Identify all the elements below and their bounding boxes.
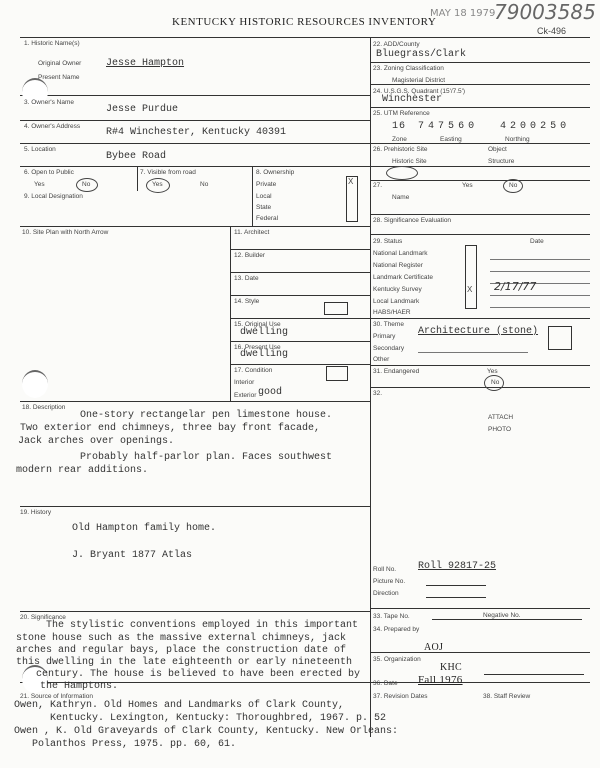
picture-no-label: Picture No.: [373, 578, 406, 585]
source-line: Kentucky. Lexington, Kentucky: Thoroughbred, 1967. p. 52: [50, 713, 387, 724]
northing-label: Northing: [505, 136, 530, 143]
utm-northing: 4200250: [500, 121, 571, 132]
field-27-label: 27.: [373, 182, 383, 189]
ownership-state: State: [256, 204, 272, 211]
staff-review-label: 38. Staff Review: [483, 693, 531, 700]
ownership-label: 8. Ownership: [256, 169, 295, 176]
status-kentucky-survey: Kentucky Survey: [373, 286, 422, 293]
description-line: modern rear additions.: [16, 465, 149, 476]
open-no: No: [82, 181, 91, 188]
ownership-federal: Federal: [256, 215, 279, 222]
add-county-label: 22. ADD/County: [373, 41, 420, 48]
owner-name-label: 3. Owner's Name: [24, 99, 75, 106]
field-32-label: 32.: [373, 390, 383, 397]
theme-label: 30. Theme: [373, 321, 404, 328]
original-use-value: dwelling: [240, 327, 289, 338]
circle-mark: [484, 375, 504, 391]
present-use-label: 16. Present Use: [234, 344, 281, 351]
owner-address-label: 4. Owner's Address: [24, 123, 81, 130]
condition-code-box: [326, 366, 348, 381]
organization-value: KHC: [440, 662, 463, 673]
roll-no-value: Roll 92817-25: [418, 561, 497, 572]
magisterial-district-label: Magisterial District: [392, 77, 446, 84]
prehistoric-site-label: 26. Prehistoric Site: [373, 146, 428, 153]
endangered-label: 31. Endangered: [373, 368, 420, 375]
usgs-quadrant-value: Winchester: [382, 94, 443, 105]
historic-site-label: Historic Site: [392, 158, 427, 165]
date-prepared-label: 36. Date: [373, 680, 398, 687]
owner-address-value: R#4 Winchester, Kentucky 40391: [106, 127, 287, 138]
location-label: 5. Location: [24, 146, 56, 153]
utm-zone: 16: [392, 121, 407, 132]
builder-label: 12. Builder: [234, 252, 266, 259]
significance-line: century. The house is believed to have been erected by: [36, 669, 361, 680]
prepared-by-value: AOJ: [424, 642, 444, 653]
history-line: Old Hampton family home.: [72, 523, 217, 534]
secondary-label: Secondary: [373, 345, 405, 352]
open-to-public-label: 6. Open to Public: [24, 169, 74, 176]
source-label: 21. Source of Information: [20, 693, 93, 700]
description-label: 18. Description: [22, 404, 66, 411]
condition-label: 17. Condition: [234, 367, 273, 374]
history-label: 19. History: [20, 509, 52, 516]
status-check-mark: X: [467, 285, 473, 294]
ownership-local: Local: [256, 193, 272, 200]
usgs-quadrant-label: 24. U.S.G.S. Quadrant (15'/7.5'): [373, 88, 466, 95]
handwritten-number: 79003585: [494, 0, 596, 24]
ownership-check-mark: X: [348, 177, 354, 186]
field-27-yes: Yes: [462, 182, 473, 189]
source-line: Owen, Kathryn. Old Homes and Landmarks of Clark County,: [14, 700, 345, 711]
attach-photo-text: ATTACH: [488, 414, 514, 421]
status-national-landmark: National Landmark: [373, 250, 428, 257]
status-national-register: National Register: [373, 262, 423, 269]
site-number: Ck-496: [537, 26, 567, 36]
source-line: Owen , K. Old Graveyards of Clark County, Kentucky. New Orleans:: [14, 726, 399, 737]
prepared-by-label: 34. Prepared by: [373, 626, 420, 633]
zone-label: Zone: [392, 136, 407, 143]
circle-mark: [386, 166, 418, 180]
significance-line: stone house such as the massive external chimneys, jack: [16, 633, 347, 644]
architect-label: 11. Architect: [234, 229, 270, 236]
open-yes: Yes: [34, 181, 45, 188]
site-plan-label: 10. Site Plan with North Arrow: [22, 229, 109, 236]
status-habs-haer: HABS/HAER: [373, 309, 411, 316]
visible-no: No: [200, 181, 209, 188]
other-label: Other: [373, 356, 390, 363]
zoning-label: 23. Zoning Classification: [373, 65, 444, 72]
exterior-value: good: [258, 387, 283, 398]
original-use-label: 15. Original Use: [234, 321, 281, 328]
punch-hole: [22, 370, 48, 398]
interior-label: Interior: [234, 379, 255, 386]
status-checkbox[interactable]: [465, 245, 477, 309]
historic-name-label: 1. Historic Name(s): [24, 40, 80, 47]
rule: [20, 37, 590, 38]
circle-mark: [503, 179, 523, 193]
original-owner-label: Original Owner: [38, 60, 82, 67]
negative-no-label: Negative No.: [483, 612, 521, 619]
style-code-box: [324, 302, 348, 315]
organization-label: 35. Organization: [373, 656, 421, 663]
present-use-value: dwelling: [240, 349, 289, 360]
date-label: 13. Date: [234, 275, 259, 282]
ownership-private: Private: [256, 181, 277, 188]
description-line: One-story rectangelar pen limestone house.: [80, 410, 333, 421]
exterior-label: Exterior: [234, 392, 257, 399]
status-label: 29. Status: [373, 238, 403, 245]
form-title: KENTUCKY HISTORIC RESOURCES INVENTORY: [172, 16, 437, 28]
style-label: 14. Style: [234, 298, 260, 305]
visible-yes: Yes: [152, 181, 163, 188]
structure-label: Structure: [488, 158, 515, 165]
circle-mark: [76, 178, 98, 192]
tape-no-label: 33. Tape No.: [373, 613, 410, 620]
significance-line: arches and regular bays, place the construction date of: [16, 645, 347, 656]
endangered-no: No: [491, 379, 500, 386]
history-line: J. Bryant 1877 Atlas: [72, 550, 193, 561]
significance-line: The stylistic conventions employed in this important: [46, 620, 359, 631]
status-date-label: Date: [530, 238, 544, 245]
theme-code-box: [548, 326, 572, 350]
name-label: Name: [392, 194, 410, 201]
primary-label: Primary: [373, 333, 396, 340]
easting-label: Easting: [440, 136, 462, 143]
circle-mark: [146, 178, 170, 193]
revision-dates-label: 37. Revision Dates: [373, 693, 428, 700]
utm-easting: 747560: [418, 121, 479, 132]
owner-name-value: Jesse Purdue: [106, 104, 179, 115]
description-line: Jack arches over openings.: [18, 436, 175, 447]
original-owner-value: Jesse Hampton: [106, 58, 185, 69]
significance-line: this dwelling in the late eighteenth or early nineteenth: [16, 657, 353, 668]
visible-from-road-label: 7. Visible from road: [140, 169, 196, 176]
significance-line: the Hamptons.: [40, 681, 119, 692]
primary-theme-value: Architecture (stone): [418, 326, 539, 337]
status-local-landmark: Local Landmark: [373, 298, 420, 305]
roll-no-label: Roll No.: [373, 566, 397, 573]
local-designation-label: 9. Local Designation: [24, 193, 83, 200]
attach-photo-text: PHOTO: [488, 426, 511, 433]
significance-label: 20. Significance: [20, 614, 66, 621]
add-county-value: Bluegrass/Clark: [376, 49, 467, 60]
date-prepared-value: Fall 1976: [418, 674, 463, 686]
source-line: Polanthos Press, 1975. pp. 60, 61.: [32, 739, 237, 750]
direction-label: Direction: [373, 590, 399, 597]
endangered-yes: Yes: [487, 368, 498, 375]
kentucky-survey-date: 2/17/77: [494, 280, 537, 293]
description-line: Two exterior end chimneys, three bay front facade,: [20, 423, 321, 434]
present-name-label: Present Name: [38, 74, 80, 81]
received-stamp: MAY 18 1979: [430, 8, 496, 19]
description-line: Probably half-parlor plan. Faces southwest: [80, 452, 333, 463]
significance-evaluation-label: 28. Significance Evaluation: [373, 217, 452, 224]
object-label: Object: [488, 146, 507, 153]
utm-reference-label: 25. UTM Reference: [373, 110, 430, 117]
field-27-no: No: [509, 182, 518, 189]
location-value: Bybee Road: [106, 151, 167, 162]
status-landmark-certificate: Landmark Certificate: [373, 274, 433, 281]
